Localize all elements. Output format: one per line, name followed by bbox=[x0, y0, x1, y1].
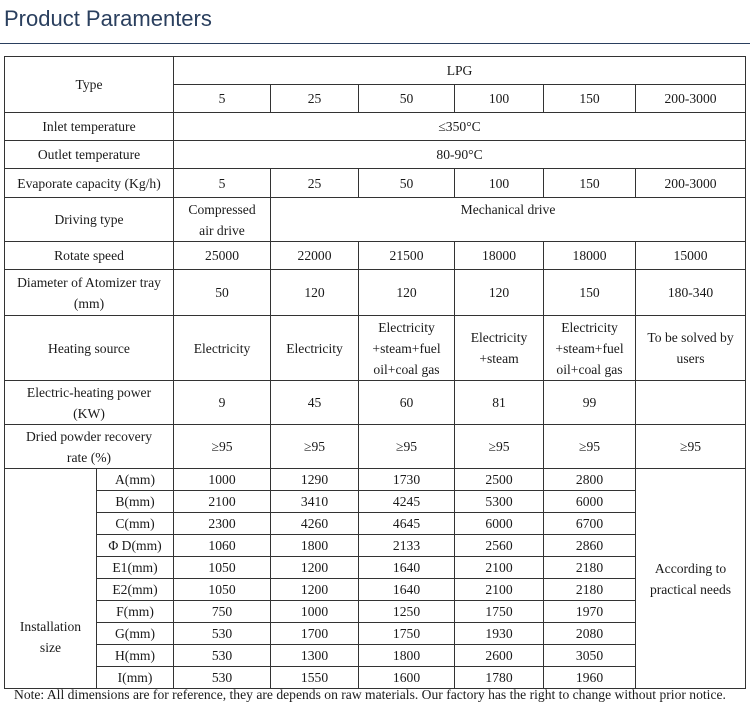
value-cell: 9 bbox=[174, 381, 271, 425]
cell-line: Electric-heating power bbox=[26, 384, 152, 400]
cell-line: Diameter of Atomizer tray bbox=[17, 274, 161, 290]
value-cell: 2100 bbox=[174, 491, 271, 513]
value-cell: 1050 bbox=[174, 557, 271, 579]
value-cell: Electricity bbox=[174, 316, 271, 381]
value-cell: 1970 bbox=[544, 601, 636, 623]
lpg-label: LPG bbox=[174, 57, 746, 85]
row-label: Heating source bbox=[5, 316, 174, 381]
value-cell: 18000 bbox=[455, 242, 544, 270]
dimension-label: E1(mm) bbox=[97, 557, 174, 579]
dimension-label: Φ D(mm) bbox=[97, 535, 174, 557]
value-cell: 1200 bbox=[271, 557, 359, 579]
value-cell: 2500 bbox=[455, 469, 544, 491]
value-cell: 1640 bbox=[359, 557, 455, 579]
value-cell: 530 bbox=[174, 645, 271, 667]
value-cell: 2100 bbox=[455, 579, 544, 601]
value-cell: 1200 bbox=[271, 579, 359, 601]
value-cell: 1930 bbox=[455, 623, 544, 645]
dimension-label: F(mm) bbox=[97, 601, 174, 623]
value-cell: 180-340 bbox=[636, 270, 746, 316]
value-cell: 2560 bbox=[455, 535, 544, 557]
row-label: Inlet temperature bbox=[5, 113, 174, 141]
cell-line: Electricity bbox=[470, 330, 528, 345]
cell-line: size bbox=[39, 639, 62, 655]
row-label: Driving type bbox=[5, 198, 174, 242]
cell-line: rate (%) bbox=[66, 449, 112, 465]
value-cell: 2860 bbox=[544, 535, 636, 557]
cell-line: Installation bbox=[19, 618, 82, 634]
value-cell: 150 bbox=[544, 169, 636, 198]
dimension-label: C(mm) bbox=[97, 513, 174, 535]
cell-line: To be solved by bbox=[647, 330, 734, 345]
row-outlet-temperature bbox=[5, 141, 746, 169]
value-cell: 6700 bbox=[544, 513, 636, 535]
value-cell: 4645 bbox=[359, 513, 455, 535]
product-parameters-table bbox=[4, 56, 746, 689]
value-cell: ≥95 bbox=[271, 425, 359, 469]
value-cell: 1290 bbox=[271, 469, 359, 491]
row-driving-type bbox=[5, 198, 746, 242]
value-cell: 1300 bbox=[271, 645, 359, 667]
dimension-label: E2(mm) bbox=[97, 579, 174, 601]
value-cell: 3410 bbox=[271, 491, 359, 513]
cell-line: Electricity bbox=[561, 319, 618, 335]
value-cell: 1000 bbox=[174, 469, 271, 491]
value-cell: 4245 bbox=[359, 491, 455, 513]
value-cell: 530 bbox=[174, 667, 271, 689]
row-electric-heating-power bbox=[5, 381, 746, 425]
page-title: Product Paramenters bbox=[4, 6, 212, 31]
value-cell bbox=[455, 316, 544, 381]
value-cell: 1250 bbox=[359, 601, 455, 623]
value-cell: 6000 bbox=[455, 513, 544, 535]
cell-line: Compressed bbox=[188, 201, 256, 217]
value-cell: ≥95 bbox=[359, 425, 455, 469]
cell-line: Dried powder recovery bbox=[25, 428, 153, 444]
value-cell: 45 bbox=[271, 381, 359, 425]
row-heating-source bbox=[5, 316, 746, 381]
value-cell: 1800 bbox=[271, 535, 359, 557]
driving-mechanical-cell: Mechanical drive bbox=[271, 198, 746, 242]
value-cell: 1750 bbox=[359, 623, 455, 645]
dimension-label: G(mm) bbox=[97, 623, 174, 645]
value-cell: 530 bbox=[174, 623, 271, 645]
install-row bbox=[5, 491, 746, 513]
model-cell: 50 bbox=[359, 85, 455, 113]
value-cell: 2180 bbox=[544, 579, 636, 601]
value-cell: 1730 bbox=[359, 469, 455, 491]
value-cell: 2180 bbox=[544, 557, 636, 579]
value-cell: 25000 bbox=[174, 242, 271, 270]
value-cell: ≥95 bbox=[174, 425, 271, 469]
dimension-label: I(mm) bbox=[97, 667, 174, 689]
install-row bbox=[5, 601, 746, 623]
value-cell: 100 bbox=[455, 169, 544, 198]
value-cell: 1960 bbox=[544, 667, 636, 689]
install-row bbox=[5, 645, 746, 667]
value-cell: 200-3000 bbox=[636, 169, 746, 198]
install-row bbox=[5, 469, 746, 491]
value-cell: ≥95 bbox=[455, 425, 544, 469]
value-cell: 18000 bbox=[544, 242, 636, 270]
row-label: Outlet temperature bbox=[5, 141, 174, 169]
install-row bbox=[5, 557, 746, 579]
cell-line: +steam+fuel bbox=[555, 340, 624, 356]
row-label bbox=[5, 425, 174, 469]
row-powder-recovery bbox=[5, 425, 746, 469]
dimension-label: A(mm) bbox=[97, 469, 174, 491]
row-label bbox=[5, 270, 174, 316]
row-label: Evaporate capacity (Kg/h) bbox=[5, 169, 174, 198]
dimension-label: B(mm) bbox=[97, 491, 174, 513]
row-label: Rotate speed bbox=[5, 242, 174, 270]
outlet-value: 80-90°C bbox=[174, 141, 746, 169]
value-cell: Electricity bbox=[271, 316, 359, 381]
value-cell: 21500 bbox=[359, 242, 455, 270]
value-cell: 5 bbox=[174, 169, 271, 198]
row-label bbox=[5, 381, 174, 425]
row-evaporate-capacity bbox=[5, 169, 746, 198]
cell-line: practical needs bbox=[649, 581, 732, 597]
value-cell: 5300 bbox=[455, 491, 544, 513]
value-cell bbox=[544, 316, 636, 381]
row-rotate-speed bbox=[5, 242, 746, 270]
row-inlet-temperature bbox=[5, 113, 746, 141]
cell-line: +steam bbox=[479, 351, 519, 366]
cell-line: oil+coal gas bbox=[556, 361, 623, 377]
value-cell: 2080 bbox=[544, 623, 636, 645]
value-cell: 2133 bbox=[359, 535, 455, 557]
value-cell bbox=[636, 381, 746, 425]
value-cell: 99 bbox=[544, 381, 636, 425]
value-cell: 22000 bbox=[271, 242, 359, 270]
practical-needs-cell bbox=[636, 469, 746, 689]
value-cell: 25 bbox=[271, 169, 359, 198]
value-cell bbox=[359, 316, 455, 381]
value-cell: 60 bbox=[359, 381, 455, 425]
value-cell: 750 bbox=[174, 601, 271, 623]
value-cell: 1780 bbox=[455, 667, 544, 689]
cell-line: users bbox=[676, 351, 705, 366]
installation-size-label bbox=[5, 469, 97, 689]
cell-line: (KW) bbox=[73, 405, 105, 421]
model-cell: 150 bbox=[544, 85, 636, 113]
value-cell: 81 bbox=[455, 381, 544, 425]
value-cell: 1050 bbox=[174, 579, 271, 601]
model-cell: 25 bbox=[271, 85, 359, 113]
title-divider bbox=[0, 43, 750, 44]
value-cell: 1060 bbox=[174, 535, 271, 557]
value-cell: 120 bbox=[359, 270, 455, 316]
value-cell: 2800 bbox=[544, 469, 636, 491]
install-row bbox=[5, 579, 746, 601]
value-cell: 15000 bbox=[636, 242, 746, 270]
cell-line: (mm) bbox=[73, 295, 105, 311]
install-row bbox=[5, 513, 746, 535]
value-cell: 50 bbox=[174, 270, 271, 316]
cell-line: +steam+fuel bbox=[372, 340, 441, 356]
value-cell: 4260 bbox=[271, 513, 359, 535]
install-row bbox=[5, 623, 746, 645]
reference-note: Note: All dimensions are for reference, they are depends on raw materials. Our factory has the right to change without prior notice. bbox=[14, 687, 726, 702]
row-atomizer-diameter bbox=[5, 270, 746, 316]
model-cell: 100 bbox=[455, 85, 544, 113]
value-cell: 50 bbox=[359, 169, 455, 198]
install-row bbox=[5, 535, 746, 557]
value-cell: 2600 bbox=[455, 645, 544, 667]
value-cell: 1550 bbox=[271, 667, 359, 689]
value-cell: ≥95 bbox=[544, 425, 636, 469]
cell-line: Electricity bbox=[378, 319, 435, 335]
value-cell: 1800 bbox=[359, 645, 455, 667]
value-cell: 1640 bbox=[359, 579, 455, 601]
value-cell: 150 bbox=[544, 270, 636, 316]
value-cell bbox=[636, 316, 746, 381]
value-cell: 1000 bbox=[271, 601, 359, 623]
type-label: Type bbox=[5, 57, 174, 113]
cell-line: According to bbox=[654, 560, 727, 576]
value-cell: 3050 bbox=[544, 645, 636, 667]
value-cell: 2100 bbox=[455, 557, 544, 579]
header-row-lpg bbox=[5, 57, 746, 85]
model-cell: 200-3000 bbox=[636, 85, 746, 113]
value-cell: ≥95 bbox=[636, 425, 746, 469]
cell-line: oil+coal gas bbox=[373, 361, 440, 377]
value-cell: 2300 bbox=[174, 513, 271, 535]
value-cell: 1750 bbox=[455, 601, 544, 623]
value-cell: 1700 bbox=[271, 623, 359, 645]
model-cell: 5 bbox=[174, 85, 271, 113]
cell-line: air drive bbox=[199, 222, 245, 238]
value-cell: 120 bbox=[271, 270, 359, 316]
dimension-label: H(mm) bbox=[97, 645, 174, 667]
inlet-value: ≤350°C bbox=[174, 113, 746, 141]
value-cell: 6000 bbox=[544, 491, 636, 513]
value-cell: 120 bbox=[455, 270, 544, 316]
driving-compressed-cell bbox=[174, 198, 271, 242]
value-cell: 1600 bbox=[359, 667, 455, 689]
